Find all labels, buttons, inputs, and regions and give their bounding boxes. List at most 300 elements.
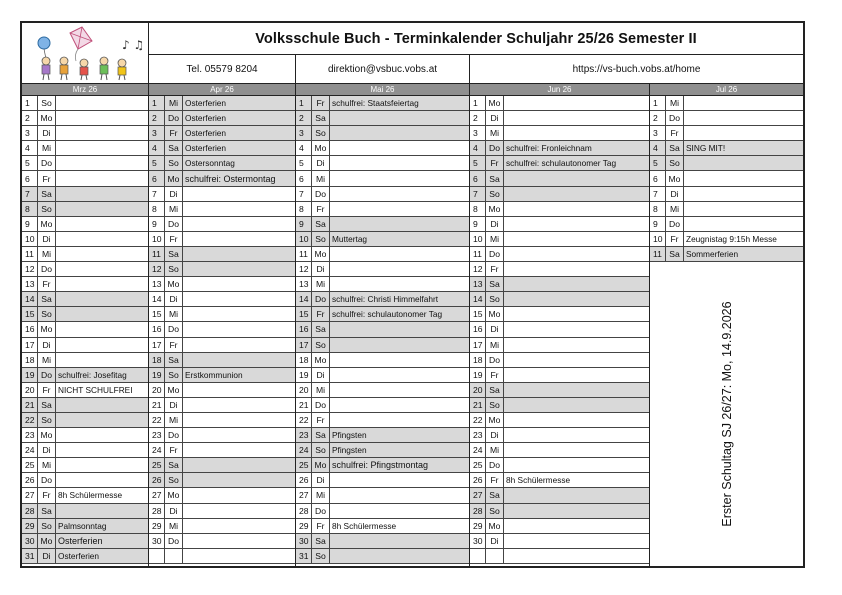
day-row[interactable] (149, 413, 295, 428)
day-row[interactable] (470, 126, 649, 141)
day-number: 29 (149, 519, 165, 533)
day-number: 3 (470, 126, 486, 140)
day-row[interactable] (470, 307, 649, 322)
day-event: Pfingsten (332, 430, 367, 441)
day-event (504, 534, 649, 548)
day-row[interactable] (149, 307, 295, 322)
day-row[interactable] (296, 383, 469, 398)
day-row[interactable] (650, 232, 803, 247)
day-row[interactable] (149, 443, 295, 458)
weekday: Di (165, 504, 183, 518)
day-number: 31 (22, 549, 38, 563)
day-event (183, 292, 295, 306)
day-row[interactable] (22, 413, 148, 428)
day-row[interactable] (149, 232, 295, 247)
day-row[interactable] (22, 141, 148, 156)
day-row[interactable] (296, 292, 469, 307)
day-number: 1 (149, 96, 165, 110)
day-row[interactable] (149, 262, 295, 277)
day-row[interactable] (149, 217, 295, 232)
day-row[interactable] (149, 111, 295, 126)
day-number: 1 (650, 96, 666, 110)
day-row[interactable] (149, 187, 295, 202)
day-row[interactable] (296, 519, 469, 534)
website-link[interactable]: https://vs-buch.vobs.at/home (572, 63, 701, 75)
day-row[interactable] (470, 398, 649, 413)
day-row[interactable] (470, 292, 649, 307)
day-row[interactable] (470, 428, 649, 443)
day-event: schulfrei: Josefitag (58, 369, 127, 380)
day-row[interactable] (149, 171, 295, 186)
weekday: So (38, 413, 56, 427)
day-row[interactable] (149, 428, 295, 443)
weekday: Sa (312, 428, 330, 442)
weekday: Sa (38, 398, 56, 412)
day-row[interactable] (470, 473, 649, 488)
email-address[interactable]: direktion@vsbuc.vobs.at (296, 55, 470, 83)
weekday: Mo (486, 519, 504, 533)
day-row[interactable] (149, 277, 295, 292)
day-event (183, 398, 295, 412)
day-row[interactable] (22, 171, 148, 186)
day-row[interactable] (296, 217, 469, 232)
weekday: Di (38, 338, 56, 352)
day-row[interactable] (22, 398, 148, 413)
day-number: 21 (149, 398, 165, 412)
day-row[interactable] (296, 232, 469, 247)
weekday: Do (38, 262, 56, 276)
day-row[interactable] (149, 126, 295, 141)
day-row[interactable] (296, 156, 469, 171)
day-row[interactable] (296, 141, 469, 156)
weekday: Sa (312, 534, 330, 548)
weekday: Fr (312, 307, 330, 321)
day-row[interactable] (22, 549, 148, 564)
weekday: Mi (165, 519, 183, 533)
weekday: Do (312, 398, 330, 412)
day-number: 8 (149, 202, 165, 216)
weekday: Sa (666, 247, 684, 261)
weekday: Mi (38, 353, 56, 367)
day-number: 24 (296, 443, 312, 457)
day-row[interactable] (470, 353, 649, 368)
day-number: 29 (470, 519, 486, 533)
day-event: Ostersonntag (185, 158, 235, 169)
day-event (56, 307, 148, 321)
weekday: Mi (165, 413, 183, 427)
day-row[interactable] (470, 156, 649, 171)
day-row[interactable] (296, 534, 469, 549)
day-number: 8 (650, 202, 666, 216)
day-row[interactable] (22, 187, 148, 202)
day-event (330, 187, 469, 201)
day-row[interactable] (149, 458, 295, 473)
day-number: 1 (296, 96, 312, 110)
weekday: Di (38, 549, 56, 563)
weekday: Mo (312, 353, 330, 367)
day-event (504, 292, 649, 306)
month-header: Mai 26 (296, 84, 469, 96)
weekday: Mo (38, 217, 56, 231)
day-row[interactable] (296, 443, 469, 458)
day-event (56, 428, 148, 442)
day-row[interactable] (149, 96, 295, 111)
day-row[interactable] (149, 473, 295, 488)
day-number: 6 (470, 171, 486, 185)
day-event (56, 262, 148, 276)
day-row[interactable] (470, 141, 649, 156)
day-row[interactable] (296, 171, 469, 186)
weekday: So (486, 187, 504, 201)
day-number: 1 (470, 96, 486, 110)
weekday: Di (38, 443, 56, 457)
day-row[interactable] (296, 473, 469, 488)
day-event: Zeugnistag 9:15h Messe (686, 233, 777, 244)
day-row[interactable] (149, 488, 295, 503)
day-row[interactable] (22, 353, 148, 368)
day-row[interactable] (149, 368, 295, 383)
day-number: 6 (149, 171, 165, 185)
day-number: 23 (22, 428, 38, 442)
day-row[interactable] (650, 156, 803, 171)
day-event (504, 322, 649, 336)
day-event (56, 111, 148, 125)
day-number: 7 (650, 187, 666, 201)
weekday: Mo (312, 458, 330, 472)
day-event (183, 338, 295, 352)
day-row[interactable] (470, 443, 649, 458)
day-row[interactable] (22, 458, 148, 473)
day-row[interactable] (22, 277, 148, 292)
month-column (296, 84, 470, 566)
day-row[interactable] (296, 458, 469, 473)
day-row[interactable] (296, 277, 469, 292)
day-event (56, 171, 148, 185)
day-row[interactable] (22, 519, 148, 534)
weekday: Di (165, 398, 183, 412)
month-header: Apr 26 (149, 84, 295, 96)
day-row[interactable] (470, 504, 649, 519)
day-number: 2 (650, 111, 666, 125)
day-row[interactable] (22, 473, 148, 488)
day-row[interactable] (470, 338, 649, 353)
weekday: So (312, 232, 330, 246)
day-event (504, 217, 649, 231)
day-event (183, 443, 295, 457)
day-event (56, 322, 148, 336)
day-row[interactable] (22, 111, 148, 126)
school-logo (22, 23, 149, 83)
day-row[interactable] (22, 504, 148, 519)
day-row[interactable] (296, 96, 469, 111)
day-row[interactable] (470, 247, 649, 262)
weekday: Di (486, 534, 504, 548)
day-number: 5 (470, 156, 486, 170)
day-number (470, 549, 486, 563)
day-number: 23 (149, 428, 165, 442)
day-row[interactable] (22, 292, 148, 307)
day-number: 7 (149, 187, 165, 201)
weekday: Do (666, 111, 684, 125)
day-row[interactable] (22, 488, 148, 503)
weekday: Do (38, 473, 56, 487)
weekday: Mo (312, 247, 330, 261)
day-number: 9 (149, 217, 165, 231)
weekday: Di (312, 262, 330, 276)
day-number: 27 (470, 488, 486, 502)
day-event: Erstkommunion (185, 369, 243, 380)
day-row[interactable] (149, 156, 295, 171)
day-event (684, 217, 803, 231)
day-row[interactable] (22, 338, 148, 353)
day-row[interactable] (470, 549, 649, 564)
day-number: 15 (470, 307, 486, 321)
day-number: 2 (296, 111, 312, 125)
day-row[interactable] (470, 217, 649, 232)
weekday: Sa (666, 141, 684, 155)
day-number: 28 (470, 504, 486, 518)
weekday: Fr (38, 171, 56, 185)
day-row[interactable] (296, 504, 469, 519)
day-row[interactable] (296, 488, 469, 503)
phone-number: Tel. 05579 8204 (149, 55, 296, 83)
day-row[interactable] (296, 338, 469, 353)
weekday: Mi (486, 232, 504, 246)
day-number: 30 (296, 534, 312, 548)
day-row[interactable] (22, 383, 148, 398)
day-row[interactable] (296, 262, 469, 277)
weekday: Do (38, 368, 56, 382)
weekday: Do (165, 534, 183, 548)
day-number: 11 (296, 247, 312, 261)
day-number: 22 (470, 413, 486, 427)
day-row[interactable] (149, 398, 295, 413)
day-row[interactable] (22, 307, 148, 322)
day-event (684, 171, 803, 185)
day-row[interactable] (470, 232, 649, 247)
day-row[interactable] (470, 458, 649, 473)
day-number: 20 (470, 383, 486, 397)
day-number: 24 (149, 443, 165, 457)
day-row[interactable] (149, 504, 295, 519)
day-row[interactable] (650, 141, 803, 156)
day-row[interactable] (650, 217, 803, 232)
weekday: Do (38, 156, 56, 170)
weekday: Fr (165, 338, 183, 352)
day-row[interactable] (22, 262, 148, 277)
day-row[interactable] (296, 202, 469, 217)
weekday: Di (486, 428, 504, 442)
calendar-grid (22, 83, 803, 566)
day-number: 24 (470, 443, 486, 457)
day-row[interactable] (22, 96, 148, 111)
day-event (56, 458, 148, 472)
day-row[interactable] (470, 277, 649, 292)
weekday: Mo (38, 322, 56, 336)
weekday: Mi (38, 247, 56, 261)
day-number: 30 (149, 534, 165, 548)
day-event (504, 96, 649, 110)
day-number: 10 (650, 232, 666, 246)
day-row[interactable] (470, 413, 649, 428)
day-row[interactable] (296, 111, 469, 126)
weekday: Fr (38, 488, 56, 502)
weekday: Di (312, 473, 330, 487)
day-row[interactable] (650, 187, 803, 202)
weekday: Mo (165, 171, 183, 185)
weekday: Mo (38, 111, 56, 125)
day-event (56, 217, 148, 231)
day-row[interactable] (149, 247, 295, 262)
weekday: Di (312, 368, 330, 382)
day-number: 18 (149, 353, 165, 367)
day-row[interactable] (22, 443, 148, 458)
day-row[interactable] (650, 171, 803, 186)
day-row[interactable] (296, 247, 469, 262)
day-row[interactable] (650, 126, 803, 141)
day-number: 8 (22, 202, 38, 216)
day-row[interactable] (470, 171, 649, 186)
day-row[interactable] (22, 202, 148, 217)
weekday: Fr (38, 277, 56, 291)
day-row[interactable] (470, 322, 649, 337)
day-row[interactable] (650, 96, 803, 111)
day-row[interactable] (650, 247, 803, 262)
day-row[interactable] (470, 111, 649, 126)
day-row[interactable] (296, 353, 469, 368)
day-number: 28 (149, 504, 165, 518)
day-number: 16 (470, 322, 486, 336)
day-row[interactable] (149, 353, 295, 368)
day-row[interactable] (149, 549, 295, 564)
day-number: 17 (296, 338, 312, 352)
day-row[interactable] (22, 217, 148, 232)
day-event (330, 322, 469, 336)
weekday: Mi (165, 202, 183, 216)
day-event (330, 126, 469, 140)
weekday: So (312, 338, 330, 352)
day-row[interactable] (296, 549, 469, 564)
day-event (56, 141, 148, 155)
day-event (504, 338, 649, 352)
day-row[interactable] (296, 322, 469, 337)
day-event (56, 202, 148, 216)
weekday: Sa (165, 458, 183, 472)
day-row[interactable] (470, 262, 649, 277)
day-number: 5 (650, 156, 666, 170)
day-number: 21 (296, 398, 312, 412)
day-number: 8 (470, 202, 486, 216)
day-row[interactable] (22, 126, 148, 141)
day-number: 26 (22, 473, 38, 487)
day-event (330, 111, 469, 125)
day-row[interactable] (22, 322, 148, 337)
weekday: Mo (486, 307, 504, 321)
weekday: Di (38, 232, 56, 246)
day-row[interactable] (470, 534, 649, 549)
day-event: Osterferien (185, 98, 227, 109)
day-row[interactable] (149, 519, 295, 534)
day-row[interactable] (470, 383, 649, 398)
weekday: Fr (486, 368, 504, 382)
weekday: Sa (165, 247, 183, 261)
day-number: 9 (296, 217, 312, 231)
weekday: Fr (38, 383, 56, 397)
day-row[interactable] (22, 368, 148, 383)
day-event: Sommerferien (686, 248, 739, 259)
day-row[interactable] (296, 126, 469, 141)
weekday: Do (312, 504, 330, 518)
day-row[interactable] (22, 156, 148, 171)
day-row[interactable] (470, 96, 649, 111)
day-event (183, 307, 295, 321)
day-event (56, 187, 148, 201)
day-event (183, 488, 295, 502)
day-row[interactable] (470, 488, 649, 503)
day-row[interactable] (296, 187, 469, 202)
day-row[interactable] (296, 413, 469, 428)
day-event (183, 202, 295, 216)
weekday: Fr (312, 96, 330, 110)
day-event: Osterferien (185, 128, 227, 139)
day-event: schulfrei: schulautonomer Tag (332, 309, 443, 320)
weekday: Fr (486, 473, 504, 487)
day-row[interactable] (296, 428, 469, 443)
day-number: 22 (22, 413, 38, 427)
day-event (330, 338, 469, 352)
day-number: 14 (22, 292, 38, 306)
day-event (330, 262, 469, 276)
day-row[interactable] (470, 187, 649, 202)
day-row[interactable] (149, 141, 295, 156)
day-number: 30 (22, 534, 38, 548)
day-event (56, 292, 148, 306)
day-event (330, 353, 469, 367)
day-row[interactable] (470, 519, 649, 534)
weekday: Sa (486, 488, 504, 502)
day-row[interactable] (470, 202, 649, 217)
day-row[interactable] (149, 292, 295, 307)
day-row[interactable] (149, 202, 295, 217)
day-event (183, 549, 295, 563)
day-number: 25 (22, 458, 38, 472)
day-row[interactable] (650, 202, 803, 217)
day-number: 20 (22, 383, 38, 397)
day-row[interactable] (22, 247, 148, 262)
day-row[interactable] (470, 368, 649, 383)
day-row[interactable] (149, 322, 295, 337)
day-row[interactable] (22, 534, 148, 549)
weekday: Fr (486, 156, 504, 170)
weekday: Do (312, 292, 330, 306)
day-number: 21 (22, 398, 38, 412)
day-event (504, 202, 649, 216)
day-row[interactable] (296, 398, 469, 413)
day-row[interactable] (296, 307, 469, 322)
day-row[interactable] (149, 383, 295, 398)
day-row[interactable] (296, 368, 469, 383)
day-event (183, 322, 295, 336)
day-number: 21 (470, 398, 486, 412)
day-row[interactable] (650, 111, 803, 126)
day-event (504, 171, 649, 185)
day-row[interactable] (22, 232, 148, 247)
weekday: So (165, 262, 183, 276)
day-row[interactable] (149, 338, 295, 353)
day-row[interactable] (149, 534, 295, 549)
day-event (56, 413, 148, 427)
day-row[interactable] (22, 428, 148, 443)
